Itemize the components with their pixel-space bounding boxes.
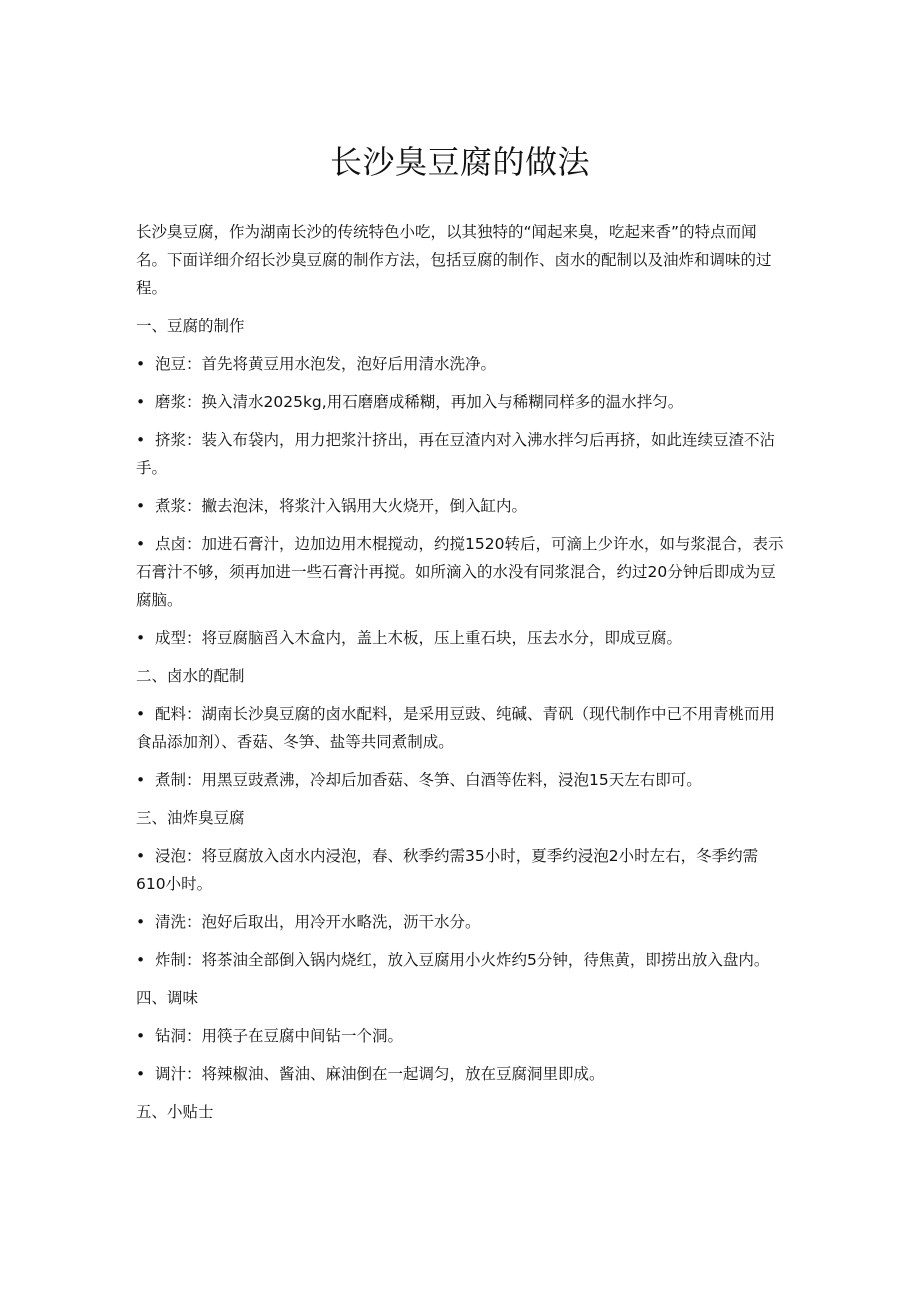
list-item — [136, 492, 784, 520]
list-item — [136, 766, 784, 794]
section-heading: 四、调味 — [136, 989, 199, 1007]
section-heading: 二、卤水的配制 — [136, 667, 245, 685]
list-item — [136, 842, 784, 898]
list-item-text: 配料：湖南长沙臭豆腐的卤水配料，是采用豆豉、纯碱、青矾（现代制作中已不用青桃而用食品添加剂）、香菇、冬笋、盐等共同煮制成。 — [136, 705, 776, 751]
bullet-icon: • — [136, 497, 146, 515]
bullet-icon: • — [136, 1065, 146, 1083]
bullet-icon: • — [136, 705, 146, 723]
bullet-icon: • — [136, 1027, 146, 1045]
list-item-text: 煮制：用黑豆豉煮沸，冷却后加香菇、冬笋、白酒等佐料，浸泡15天左右即可。 — [155, 771, 702, 789]
list-item-text: 煮浆：撇去泡沫，将浆汁入锅用大火烧开，倒入缸内。 — [155, 497, 528, 515]
bullet-icon: • — [136, 847, 146, 865]
bullet-icon: • — [136, 355, 146, 373]
section-heading: 三、油炸臭豆腐 — [136, 809, 245, 827]
list-item-text: 磨浆：换入清水2025kg,用石磨磨成稀糊，再加入与稀糊同样多的温水拌匀。 — [155, 393, 684, 411]
page-title: 长沙臭豆腐的做法 — [329, 143, 590, 181]
list-item — [136, 908, 784, 936]
list-item-text: 清洗：泡好后取出，用冷开水略洗，沥干水分。 — [155, 913, 481, 931]
list-item-text: 浸泡：将豆腐放入卤水内浸泡，春、秋季约需35小时，夏季约浸泡2小时左右，冬季约需610小时。 — [136, 847, 759, 893]
list-item-text: 泡豆：首先将黄豆用水泡发，泡好后用清水洗净。 — [155, 355, 497, 373]
list-item — [136, 946, 784, 974]
bullet-icon: • — [136, 771, 146, 789]
list-item — [136, 624, 784, 652]
bullet-icon: • — [136, 629, 146, 647]
bullet-icon: • — [136, 535, 146, 553]
bullet-icon: • — [136, 913, 146, 931]
document-body — [136, 218, 784, 1136]
list-item — [136, 1060, 784, 1088]
list-item-text: 挤浆：装入布袋内，用力把浆汁挤出，再在豆渣内对入沸水拌匀后再挤，如此连续豆渣不沾手。 — [136, 431, 776, 477]
list-item — [136, 530, 784, 614]
list-item-text: 点卤：加进石膏汁，边加边用木棍搅动，约搅1520转后，可滴上少许水，如与浆混合，表示石膏汁不够，须再加进一些石膏汁再搅。如所滴入的水没有同浆混合，约过20分钟后即成为豆腐脑。 — [136, 535, 784, 609]
list-item — [136, 700, 784, 756]
bullet-icon: • — [136, 393, 146, 411]
list-item-text: 调汁：将辣椒油、酱油、麻油倒在一起调匀，放在豆腐洞里即成。 — [155, 1065, 605, 1083]
list-item — [136, 1022, 784, 1050]
list-item — [136, 388, 784, 416]
section-heading: 五、小贴士 — [136, 1103, 214, 1121]
list-item — [136, 350, 784, 378]
bullet-icon: • — [136, 431, 146, 449]
section-heading: 一、豆腐的制作 — [136, 317, 245, 335]
list-item — [136, 426, 784, 482]
list-item-text: 成型：将豆腐脑舀入木盒内，盖上木板，压上重石块，压去水分，即成豆腐。 — [155, 629, 683, 647]
intro-paragraph: 长沙臭豆腐，作为湖南长沙的传统特色小吃，以其独特的“闻起来臭，吃起来香”的特点而闻名。下面详细介绍长沙臭豆腐的制作方法，包括豆腐的制作、卤水的配制以及油炸和调味的过程。 — [136, 223, 772, 297]
list-item-text: 炸制：将茶油全部倒入锅内烧红，放入豆腐用小火炸约5分钟，待焦黄，即捞出放入盘内。 — [155, 951, 770, 969]
bullet-icon: • — [136, 951, 146, 969]
list-item-text: 钻洞：用筷子在豆腐中间钻一个洞。 — [155, 1027, 404, 1045]
